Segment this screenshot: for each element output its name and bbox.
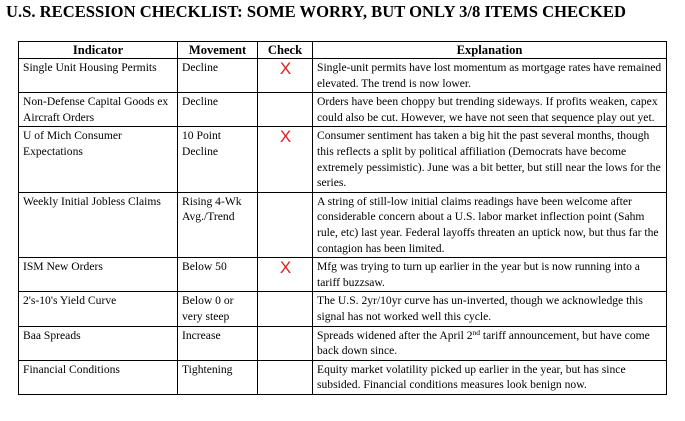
- explanation-cell: Single-unit permits have lost momentum as mortgage rates have remained elevated. The trend is now lower.: [313, 59, 667, 93]
- page-title: U.S. RECESSION CHECKLIST: SOME WORRY, BUT ONLY 3/8 ITEMS CHECKED: [6, 2, 626, 21]
- explanation-cell: Orders have been choppy but trending sideways. If profits weaken, capex could also be cut. However, we have not seen that sequence play out yet.: [313, 93, 667, 127]
- table-row: [19, 93, 667, 127]
- recession-checklist-table: [18, 41, 667, 395]
- indicator-cell: U of Mich Consumer Expectations: [19, 127, 178, 192]
- indicator-cell: Single Unit Housing Permits: [19, 59, 178, 93]
- movement-cell: Increase: [178, 326, 258, 360]
- table-row: [19, 127, 667, 192]
- indicator-cell: Baa Spreads: [19, 326, 178, 360]
- explanation-cell: Equity market volatility picked up earlier in the year, but has since subsided. Financial conditions measures look benign now.: [313, 360, 667, 394]
- header-movement: Movement: [178, 42, 258, 59]
- check-cell: [258, 326, 313, 360]
- explanation-text: tariff announcement, but have come back down since.: [317, 328, 650, 358]
- indicator-cell: Weekly Initial Jobless Claims: [19, 192, 178, 257]
- check-cell: [258, 360, 313, 394]
- check-cell: [258, 93, 313, 127]
- movement-cell: 10 Point Decline: [178, 127, 258, 192]
- check-cell: [258, 292, 313, 326]
- movement-cell: Below 0 or very steep: [178, 292, 258, 326]
- explanation-cell: Mfg was trying to turn up earlier in the year but is now running into a tariff buzzsaw.: [313, 258, 667, 292]
- check-cell: [258, 59, 313, 93]
- indicator-cell: 2's-10's Yield Curve: [19, 292, 178, 326]
- indicator-cell: ISM New Orders: [19, 258, 178, 292]
- header-check: Check: [258, 42, 313, 59]
- movement-cell: Tightening: [178, 360, 258, 394]
- check-x-mark: X: [279, 59, 292, 78]
- table-row: [19, 326, 667, 360]
- indicator-cell: Non-Defense Capital Goods ex Aircraft Orders: [19, 93, 178, 127]
- explanation-cell: A string of still-low initial claims readings have been welcome after considerable concern about a U.S. labor market inflection point (Sahm rule, etc) last year. Federal layoffs threaten an uptick now, but thus far the contagion has been limited.: [313, 192, 667, 257]
- check-x-mark: X: [279, 127, 292, 147]
- check-cell: [258, 127, 313, 192]
- movement-cell: Decline: [178, 93, 258, 127]
- movement-cell: Rising 4-Wk Avg./Trend: [178, 192, 258, 257]
- explanation-cell: The U.S. 2yr/10yr curve has un-inverted, though we acknowledge this signal has not worked well this cycle.: [313, 292, 667, 326]
- movement-cell: Below 50: [178, 258, 258, 292]
- check-cell: [258, 192, 313, 257]
- table-row: [19, 192, 667, 257]
- explanation-cell: [313, 326, 667, 360]
- table-row: [19, 258, 667, 292]
- movement-cell: Decline: [178, 59, 258, 93]
- explanation-text: Spreads widened after the April 2: [317, 328, 473, 342]
- explanation-cell: Consumer sentiment has taken a big hit the past several months, though this reflects a split by political affiliation (Democrats have become extremely pessimistic). June was a bit better, but still near the lows for the series.: [313, 127, 667, 192]
- table-header-row: [19, 42, 667, 59]
- table-row: [19, 360, 667, 394]
- ordinal-suffix: nd: [472, 327, 481, 337]
- table-row: [19, 292, 667, 326]
- header-indicator: Indicator: [19, 42, 178, 59]
- table-row: [19, 59, 667, 93]
- check-cell: [258, 258, 313, 292]
- check-x-mark: X: [279, 258, 292, 278]
- indicator-cell: Financial Conditions: [19, 360, 178, 394]
- header-explanation: Explanation: [313, 42, 667, 59]
